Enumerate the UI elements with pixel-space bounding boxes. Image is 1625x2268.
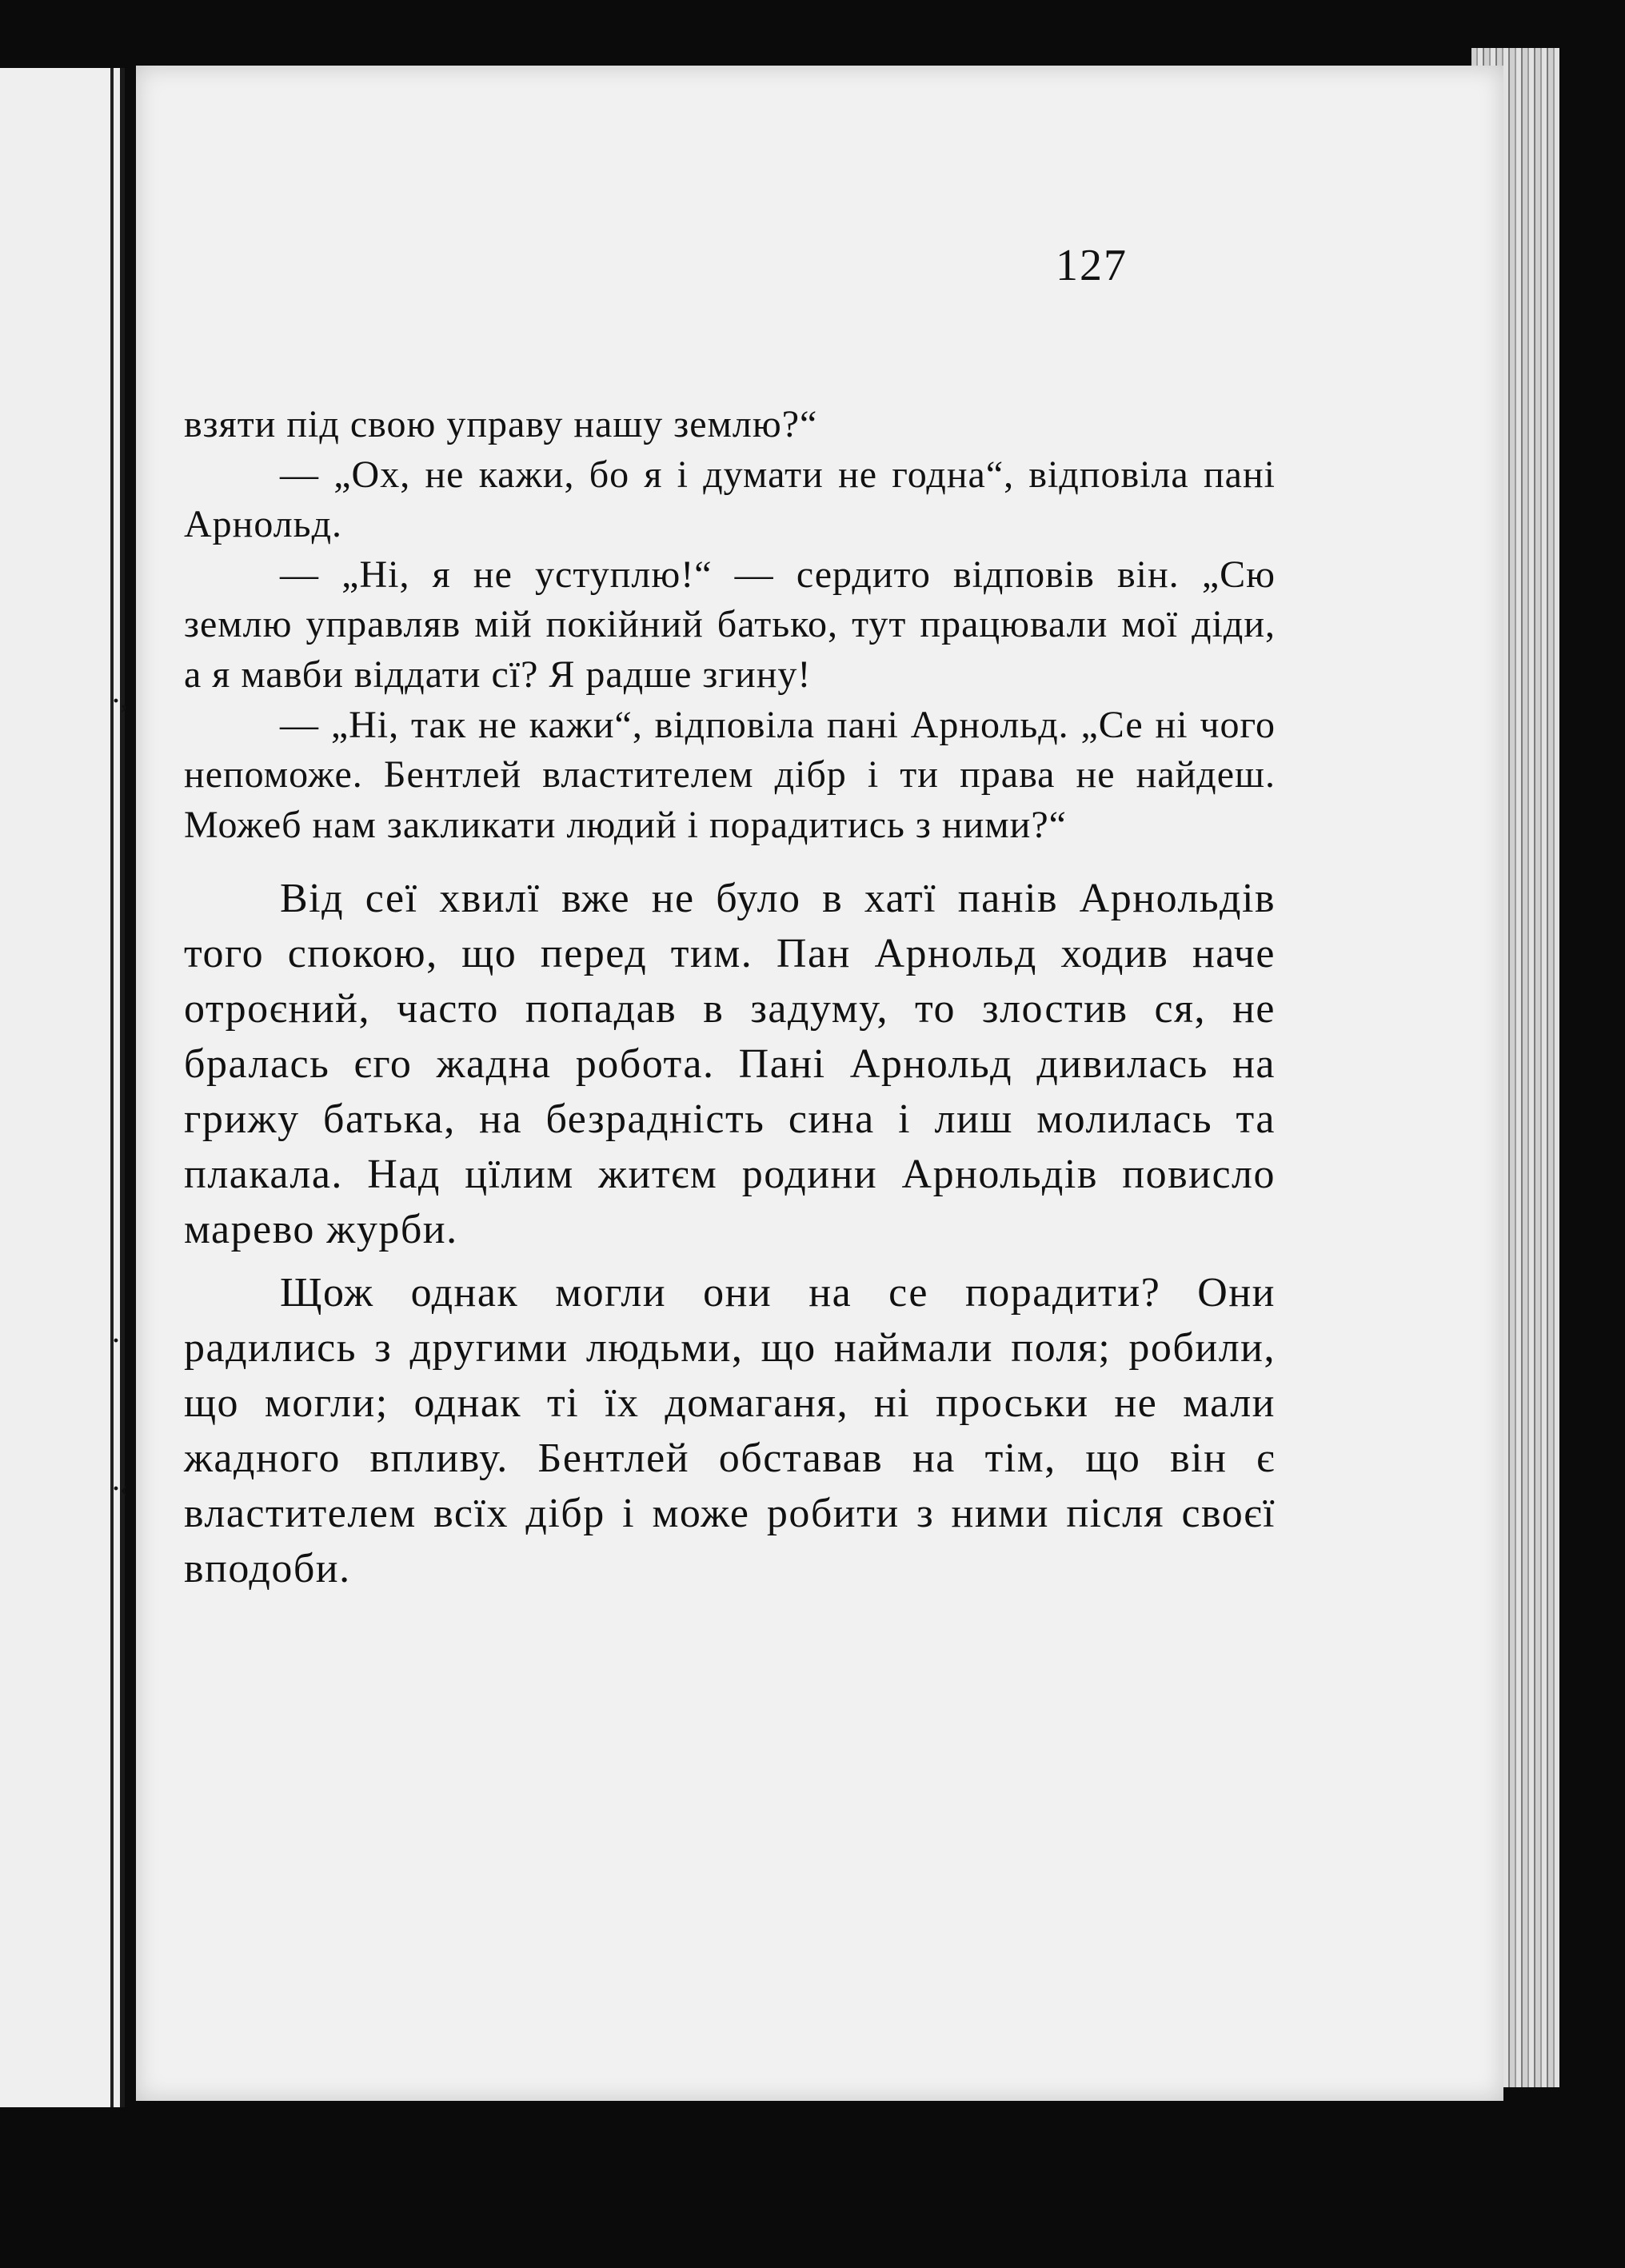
margin-mark: ·‚ — [112, 688, 128, 714]
page-number: 127 — [1056, 241, 1128, 290]
paragraph: — „Ні, я не уступлю!“ — сердито відповів він. „Сю землю управляв мій покійний батько, тут працювали мої діди, а я мавби віддати сї? Я радше згину! — [184, 553, 1276, 696]
margin-mark: · — [112, 1328, 121, 1354]
left-page-gutter-line — [110, 68, 114, 2107]
page-text — [184, 400, 1276, 1596]
margin-mark: ·‹ — [112, 1475, 128, 1502]
paragraph: — „Ні, так не кажи“, відповіла пані Арнольд. „Се ні чого непоможе. Бентлей властителем дібр і ти права не найдеш. Можеб нам закликати людий і порадитись з ними?“ — [184, 703, 1276, 846]
paragraph: Щож однак могли они на се порадити? Они радились з другими людьми, що наймали поля; робили, що могли; однак ті їх домаганя, ні проськи не мали жадного впливу. Бентлей обставав на тім, що він є властителем всїх дібр і може робити з ними після своєї вподоби. — [184, 1270, 1276, 1592]
paragraph: Від сеї хвилї вже не було в хатї панів Арнольдів того спокою, що перед тим. Пан Арнольд ходив наче отроєний, часто попадав в задуму, то злостив ся, не бралась єго жадна робота. Пані Арнольд дивилась на грижу батька, на безрадність сина і лиш молилась та плакала. Над цїлим житєм родини Арнольдів повисло марево журби. — [184, 876, 1276, 1253]
paragraph: — „Ох, не кажи, бо я і думати не годна“, відповіла пані Арнольд. — [184, 453, 1276, 546]
left-page-edge — [0, 68, 125, 2107]
paragraph: взяти під свою управу нашу землю?“ — [184, 403, 818, 445]
